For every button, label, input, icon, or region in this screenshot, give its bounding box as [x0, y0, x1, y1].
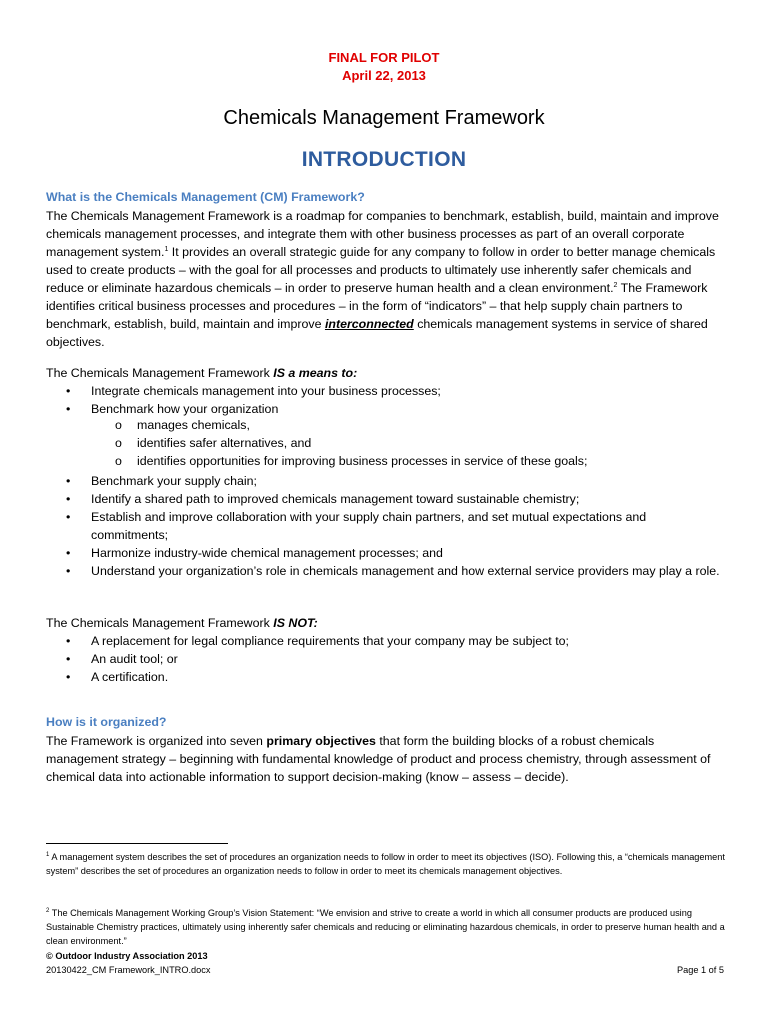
- footnote-1: $^1$ A management system describes the set of procedures an organization needs to follow in order to meet its objectives (ISO). Following this, a “chemicals management system” describes the set of procedures an organization needs to follow in order to meet its chemicals management objectives.: [46, 851, 725, 876]
- list-item: A certification.: [91, 670, 169, 684]
- bullet-marker: •: [66, 652, 71, 666]
- list-item: Understand your organization’s role in chemicals management and how external service providers may play a role.: [91, 564, 720, 578]
- status-stamp: FINAL FOR PILOT: [328, 50, 440, 65]
- list-item: Benchmark your supply chain;: [91, 474, 257, 488]
- document-title: Chemicals Management Framework: [223, 107, 545, 129]
- bullet-marker: •: [66, 474, 71, 488]
- list-item: Integrate chemicals management into your business processes;: [91, 384, 441, 398]
- bullet-marker: •: [66, 670, 71, 684]
- bullet-marker: •: [66, 402, 71, 416]
- footer-filename: 20130422_CM Framework_INTRO.docx: [46, 965, 211, 975]
- footer-page-number: Page 1 of 5: [677, 965, 724, 975]
- bullet-marker: •: [66, 546, 71, 560]
- list-item: An audit tool; or: [91, 652, 178, 666]
- sub-bullet-marker: o: [115, 418, 122, 432]
- bullet-marker: •: [66, 384, 71, 398]
- bullet-marker: •: [66, 492, 71, 506]
- is-not-lead: The Chemicals Management Framework IS NOT:: [46, 616, 318, 630]
- sub-list-item: identifies opportunities for improving business processes in service of these goals;: [137, 454, 588, 468]
- list-item: Benchmark how your organization: [91, 402, 279, 416]
- bullet-marker: •: [66, 510, 71, 524]
- footnote-2: $^2$ The Chemicals Management Working Group’s Vision Statement: “We envision and strive to create a world in which all consumer products are produced using Sustainable Chemistry practices, ultimately using inherently safer chemicals and reducing or eliminating hazardous chemicals, in order to preserve human health and a clean environment.”: [46, 907, 725, 946]
- list-item: Establish and improve collaboration with your supply chain partners, and set mutual expectations and commitments;: [91, 510, 647, 542]
- list-item: Harmonize industry-wide chemical management processes; and: [91, 546, 443, 560]
- footnote-ref-2[interactable]: 2: [613, 281, 618, 289]
- footer-copyright: © Outdoor Industry Association 2013: [46, 951, 208, 961]
- is-means-lead: The Chemicals Management Framework IS a means to:: [46, 366, 358, 380]
- sub-list-item: manages chemicals,: [137, 418, 250, 432]
- section-title: INTRODUCTION: [301, 148, 467, 171]
- footnote-ref-1[interactable]: 1: [164, 245, 169, 253]
- sub-list-item: identifies safer alternatives, and: [137, 436, 312, 450]
- what-is-heading: What is the Chemicals Management (CM) Framework?: [46, 190, 365, 204]
- how-organized-paragraph: The Framework is organized into seven primary objectives that form the building blocks of a robust chemicals management strategy – beginning with fundamental knowledge of product and process chemistry, through assessment of chemical data into actionable information to support decision-making (know – assess – decide).: [46, 734, 711, 784]
- bullet-marker: •: [66, 634, 71, 648]
- list-item: Identify a shared path to improved chemicals management toward sustainable chemistry;: [91, 492, 580, 506]
- sub-bullet-marker: o: [115, 454, 122, 468]
- footnote-separator: [46, 843, 228, 844]
- interconnected-emphasis: interconnected: [324, 317, 414, 331]
- list-item: A replacement for legal compliance requirements that your company may be subject to;: [91, 634, 569, 648]
- bullet-marker: •: [66, 564, 71, 578]
- sub-bullet-marker: o: [115, 436, 122, 450]
- how-organized-heading: How is it organized?: [46, 715, 167, 729]
- document-date: April 22, 2013: [342, 68, 426, 83]
- what-is-paragraph: The Chemicals Management Framework is a roadmap for companies to benchmark, establish, build, maintain and improve chemicals management processes, and integrate them with other business processes as part of an overall corporate management system.$^1$ It provides an overall strategic guide for any company to follow in order to better manage chemicals used to create products – with the goal for all processes and products to ultimately use inherently safer chemicals and reduce or eliminate hazardous chemicals – in order to preserve human health and a clean environment.$^2$ The Framework identifies critical business processes and procedures – in the form of “indicators” – that help supply chain partners to benchmark, establish, build, maintain and improve interconnected chemicals management systems in service of shared objectives.: [46, 209, 719, 349]
